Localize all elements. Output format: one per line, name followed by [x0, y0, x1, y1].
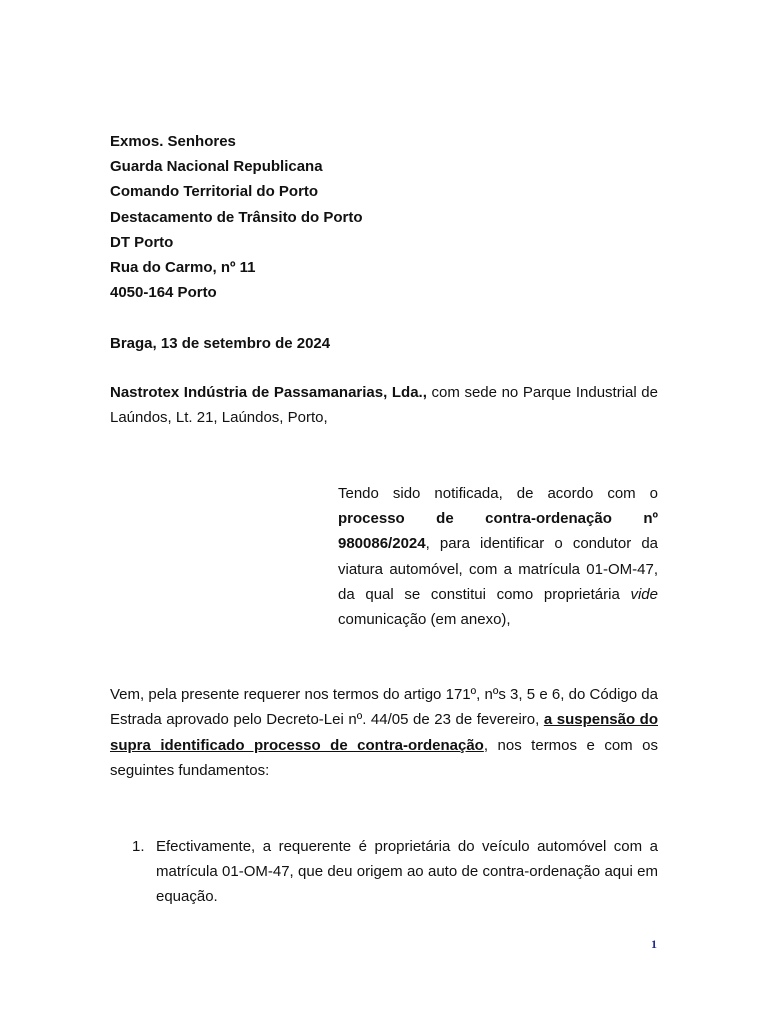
request-text: , nos termos e com os seguintes fundamentos:	[110, 736, 658, 780]
company-name: Nastrotex Indústria de Passamanarias, Lda.,	[110, 384, 427, 401]
page-number: 1	[651, 937, 657, 951]
notice-text: Tendo sido notificada, de acordo com o	[338, 485, 658, 502]
list-item-number: 1.	[132, 838, 145, 855]
recipient-line: 4050-164 Porto	[110, 284, 217, 302]
process-reference: processo de contra-ordenação nº 980086/2024	[338, 510, 658, 553]
place-and-date: Braga, 13 de setembro de 2024	[110, 335, 331, 352]
list-item	[110, 834, 658, 910]
list-item-text: Efectivamente, a requerente é proprietária do veículo automóvel com a matrícula 01-OM-47, que deu origem ao auto de contra-ordenação aqui em equação.	[156, 838, 658, 906]
sender-paragraph	[110, 380, 658, 430]
recipient-address	[110, 129, 363, 305]
request-emphasis: a suspensão do supra identificado processo de contra-ordenação	[110, 711, 658, 754]
vide-term: vide	[630, 585, 658, 603]
notice-text: , para identificar o condutor da viatura automóvel, com a matrícula 01-OM-47, da qual se constitui como proprietária	[338, 535, 658, 603]
company-address: com sede no Parque Industrial de Laúndos, Lt. 21, Laúndos, Porto,	[110, 384, 658, 426]
notice-paragraph	[338, 481, 658, 632]
recipient-line: Rua do Carmo, nº 11	[110, 259, 256, 277]
recipient-line: Guarda Nacional Republicana	[110, 158, 323, 176]
recipient-line: DT Porto	[110, 233, 174, 251]
notice-text: comunicação (em anexo),	[338, 611, 511, 629]
request-text: Vem, pela presente requerer nos termos do artigo 171º, nºs 3, 5 e 6, do Código da Estrada aprovado pelo Decreto-Lei nº. 44/05 de 23 de fevereiro,	[110, 686, 658, 729]
recipient-line: Exmos. Senhores	[110, 133, 236, 150]
recipient-line: Comando Territorial do Porto	[110, 183, 319, 201]
recipient-line: Destacamento de Trânsito do Porto	[110, 208, 363, 226]
request-paragraph	[110, 682, 658, 784]
